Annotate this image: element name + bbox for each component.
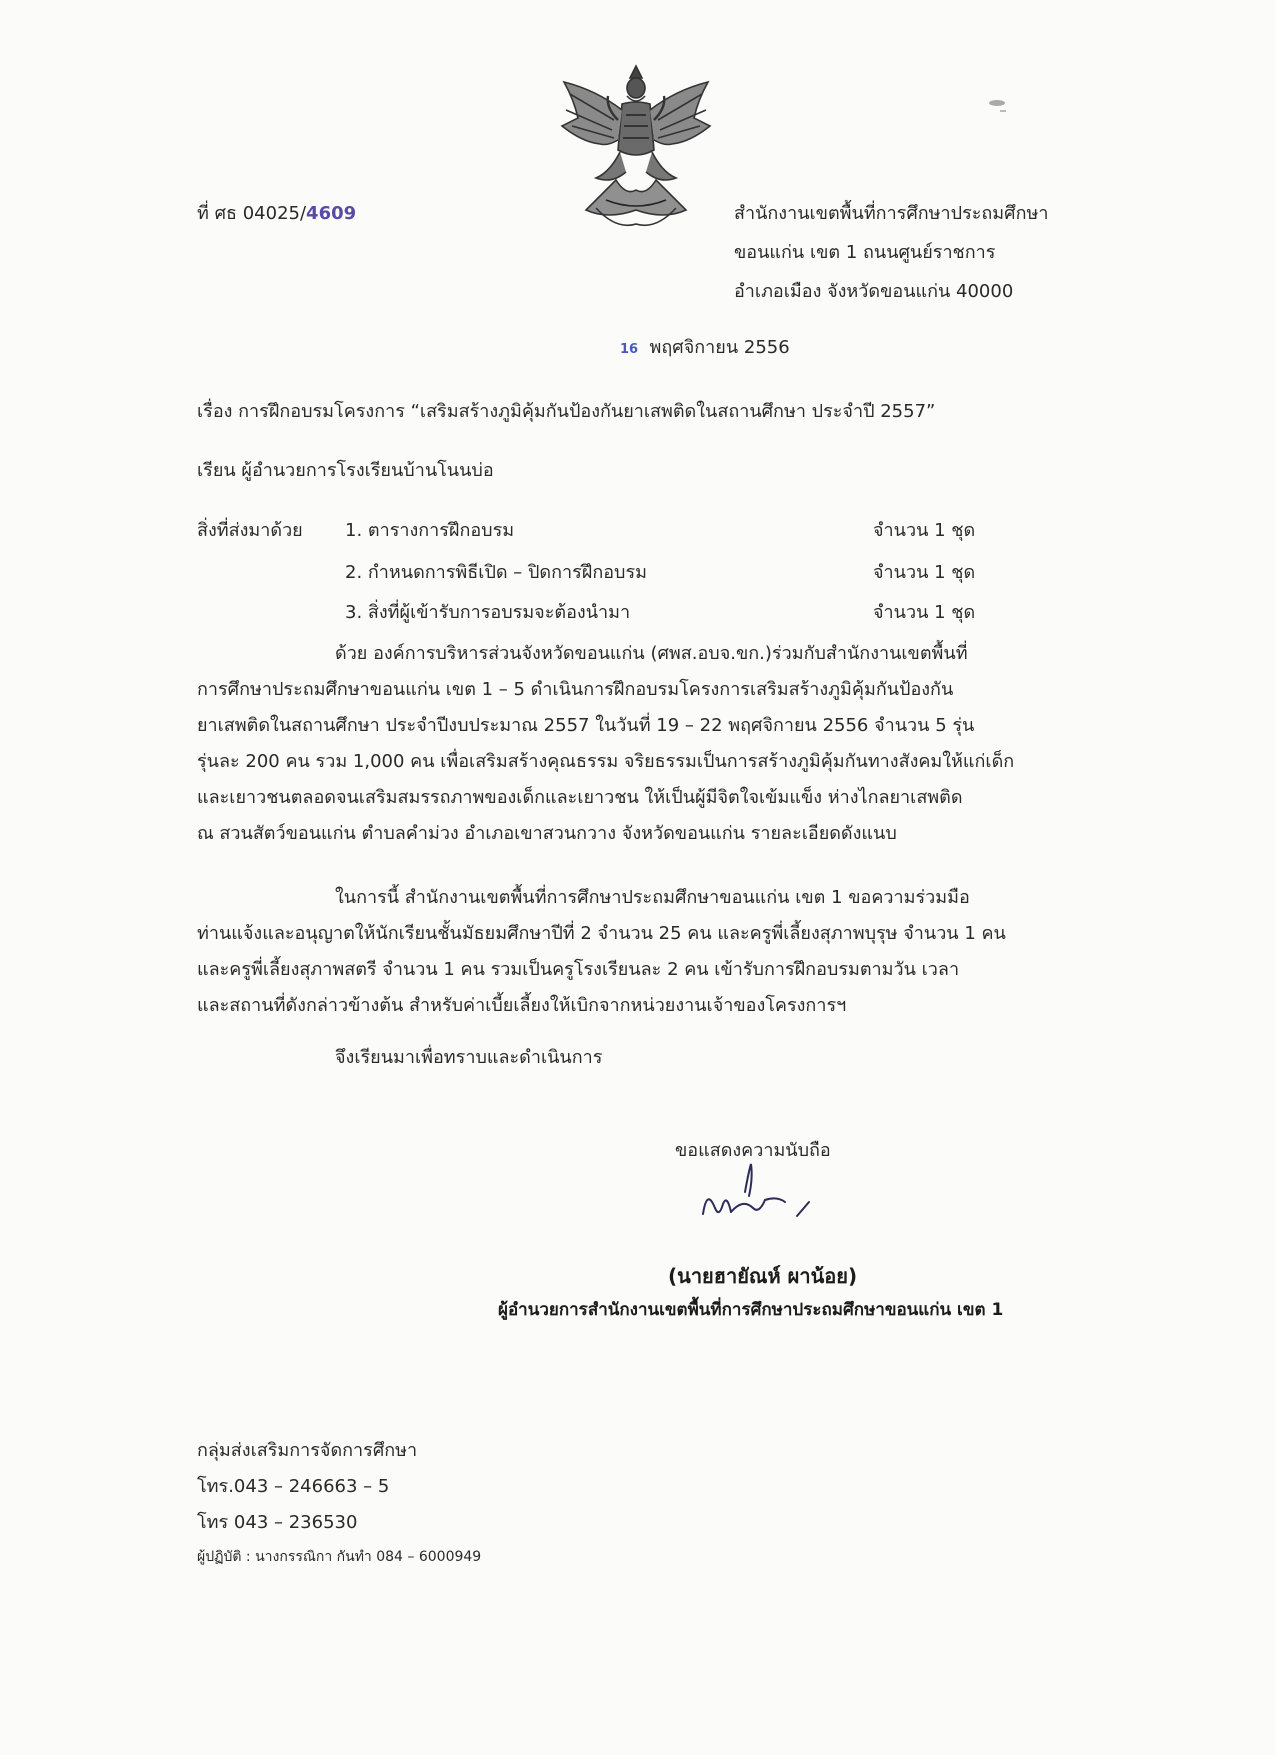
footer-phone-1: โทร.043 – 246663 – 5 bbox=[197, 1476, 390, 1497]
paragraph-2-line-4: และสถานที่ดังกล่าวข้างต้น สำหรับค่าเบี้ยเลี้ยงให้เบิกจากหน่วยงานเจ้าของโครงการฯ bbox=[197, 995, 847, 1016]
attachment-item-3: 3. สิ่งที่ผู้เข้ารับการอบรมจะต้องนำมา bbox=[345, 602, 631, 623]
body-paragraph-2 bbox=[197, 880, 1117, 1024]
garuda-emblem-icon bbox=[556, 60, 716, 236]
document-date bbox=[620, 332, 790, 361]
paragraph-1-line-3: ยาเสพติดในสถานศึกษา ประจำปีงบประมาณ 2557 ในวันที่ 19 – 22 พฤศจิกายน 2556 จำนวน 5 รุ่น bbox=[197, 715, 975, 736]
paragraph-1-line-1: ด้วย องค์การบริหารส่วนจังหวัดขอนแก่น (ศพส.อบจ.ขก.)ร่วมกับสำนักงานเขตพื้นที่ bbox=[335, 643, 968, 664]
subject-line: เรื่อง การฝึกอบรมโครงการ “เสริมสร้างภูมิคุ้มกันป้องกันยาเสพติดในสถานศึกษา ประจำปี 2557” bbox=[197, 401, 936, 422]
footer-contact bbox=[197, 1433, 417, 1541]
attachment-qty-3: จำนวน 1 ชุด bbox=[873, 602, 976, 623]
footer-phone-2: โทร 043 – 236530 bbox=[197, 1512, 358, 1533]
signatory-title: ผู้อำนวยการสำนักงานเขตพื้นที่การศึกษาประถมศึกษาขอนแก่น เขต 1 bbox=[498, 1300, 1004, 1320]
footer-operator: ผู้ปฏิบัติ : นางกรรณิกา กันทำ 084 – 6000949 bbox=[197, 1549, 482, 1565]
paragraph-1-line-5: และเยาวชนตลอดจนเสริมสมรรถภาพของเด็กและเยาวชน ให้เป็นผู้มีจิตใจเข้มแข็ง ห่างไกลยาเสพติด bbox=[197, 787, 963, 808]
office-address bbox=[734, 194, 1048, 311]
handwritten-signature bbox=[693, 1158, 823, 1226]
footer-department: กลุ่มส่งเสริมการจัดการศึกษา bbox=[197, 1440, 418, 1461]
paragraph-1-line-4: รุ่นละ 200 คน รวม 1,000 คน เพื่อเสริมสร้างคุณธรรม จริยธรรมเป็นการสร้างภูมิคุ้มกันทางสังคมให้แก่เด็ก bbox=[197, 751, 1015, 772]
reference-handwritten: 4609 bbox=[306, 203, 357, 224]
attachment-qty-1: จำนวน 1 ชุด bbox=[873, 520, 976, 541]
office-line-1: สำนักงานเขตพื้นที่การศึกษาประถมศึกษา bbox=[734, 203, 1049, 224]
attachment-item-2: 2. กำหนดการพิธีเปิด – ปิดการฝึกอบรม bbox=[345, 562, 648, 583]
signatory-name: (นายฮายัณห์ ผาน้อย) bbox=[668, 1264, 858, 1288]
paragraph-2-line-1: ในการนี้ สำนักงานเขตพื้นที่การศึกษาประถมศึกษาขอนแก่น เขต 1 ขอความร่วมมือ bbox=[335, 887, 970, 908]
paper-speck-mark bbox=[980, 95, 1014, 117]
reference-prefix: ที่ ศธ 04025/ bbox=[197, 203, 307, 224]
signature-salutation: ขอแสดงความนับถือ bbox=[675, 1140, 831, 1161]
body-paragraph-1 bbox=[197, 636, 1117, 852]
attachments-label: สิ่งที่ส่งมาด้วย bbox=[197, 520, 303, 541]
date-rest: พฤศจิกายน 2556 bbox=[649, 337, 790, 358]
attachment-item-1: 1. ตารางการฝึกอบรม bbox=[345, 520, 515, 541]
office-line-2: ขอนแก่น เขต 1 ถนนศูนย์ราชการ bbox=[734, 242, 996, 263]
attachment-qty-2: จำนวน 1 ชุด bbox=[873, 562, 976, 583]
recipient-line: เรียน ผู้อำนวยการโรงเรียนบ้านโนนบ่อ bbox=[197, 460, 494, 481]
date-day-handwritten: 16 bbox=[620, 342, 639, 357]
paragraph-2-line-3: และครูพี่เลี้ยงสุภาพสตรี จำนวน 1 คน รวมเป็นครูโรงเรียนละ 2 คน เข้ารับการฝึกอบรมตามวัน เวลา bbox=[197, 959, 960, 980]
office-line-3: อำเภอเมือง จังหวัดขอนแก่น 40000 bbox=[734, 281, 1014, 302]
reference-number bbox=[197, 198, 356, 227]
paragraph-1-line-2: การศึกษาประถมศึกษาขอนแก่น เขต 1 – 5 ดำเนินการฝึกอบรมโครงการเสริมสร้างภูมิคุ้มกันป้องกัน bbox=[197, 679, 954, 700]
closing-request: จึงเรียนมาเพื่อทราบและดำเนินการ bbox=[335, 1047, 603, 1068]
paragraph-1-line-6: ณ สวนสัตว์ขอนแก่น ตำบลคำม่วง อำเภอเขาสวนกวาง จังหวัดขอนแก่น รายละเอียดดังแนบ bbox=[197, 823, 897, 844]
paragraph-2-line-2: ท่านแจ้งและอนุญาตให้นักเรียนชั้นมัธยมศึกษาปีที่ 2 จำนวน 25 คน และครูพี่เลี้ยงสุภาพบุรุษ จำนวน 1 คน bbox=[197, 923, 1006, 944]
